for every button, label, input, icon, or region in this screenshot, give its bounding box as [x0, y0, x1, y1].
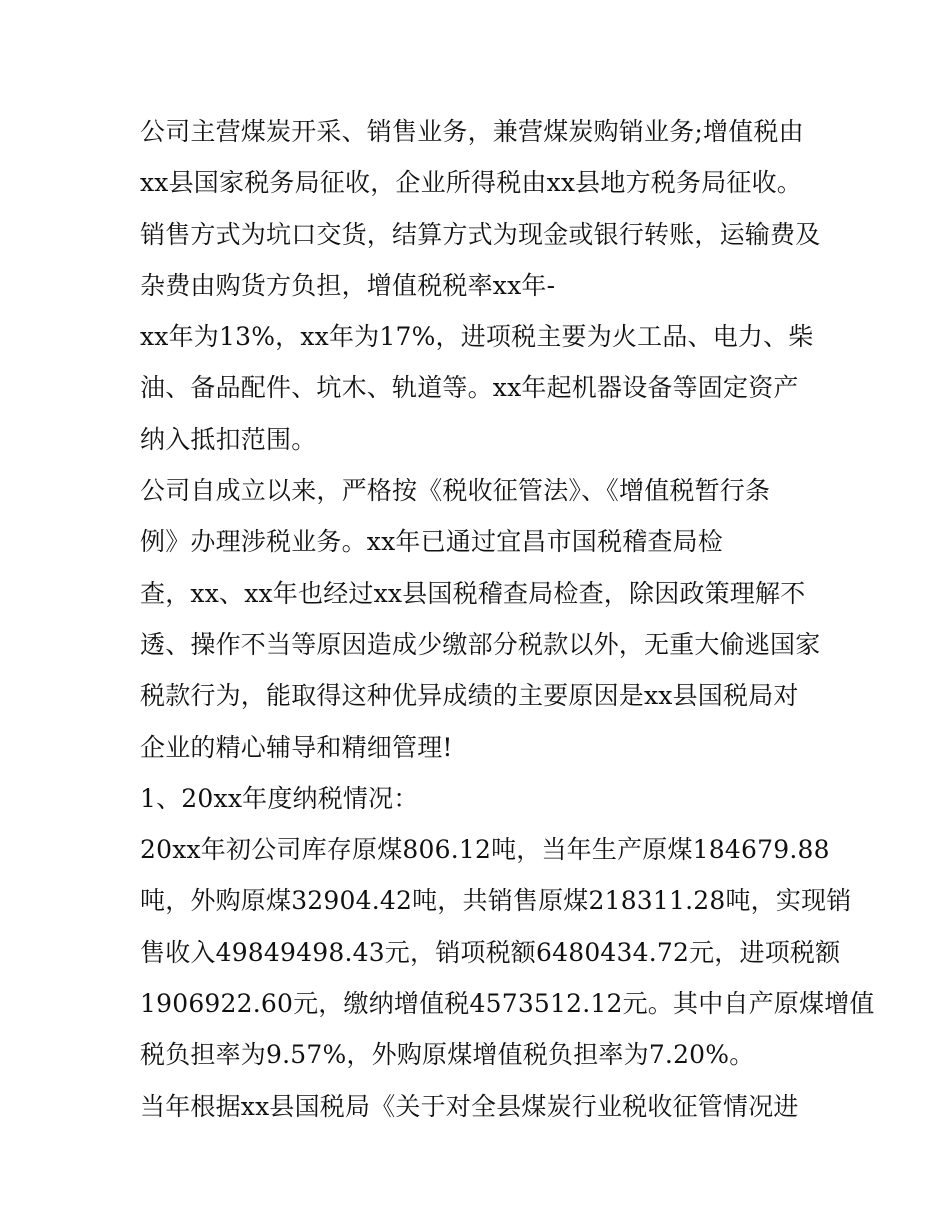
- text-line: 查，xx、xx年也经过xx县国税稽查局检查，除因政策理解不: [140, 578, 806, 608]
- text-line: 1906922.60元，缴纳增值税4573512.12元。其中自产原煤增值: [140, 989, 875, 1019]
- section-heading: 1、20xx年度纳税情况：: [140, 783, 419, 813]
- text-line: 税负担率为9.57%，外购原煤增值税负担率为7.20%。: [140, 1040, 755, 1070]
- text-line: 油、备品配件、坑木、轨道等。xx年起机器设备等固定资产: [140, 373, 799, 403]
- document-body: [140, 106, 875, 1132]
- text-line: 吨，外购原煤32904.42吨，共销售原煤218311.28吨，实现销: [140, 886, 852, 916]
- text-line: 公司自成立以来，严格按《税收征管法》、《增值税暂行条: [140, 476, 771, 506]
- text-line: 20xx年初公司库存原煤806.12吨，当年生产原煤184679.88: [140, 835, 830, 865]
- text-line: xx县国家税务局征收，企业所得税由xx县地方税务局征收。: [140, 168, 802, 198]
- text-line: 纳入抵扣范围。: [140, 424, 317, 454]
- text-line: 公司主营煤炭开采、销售业务，兼营煤炭购销业务;增值税由: [140, 117, 804, 146]
- text-line: xx年为13%，xx年为17%，进项税主要为火工品、电力、柴: [140, 322, 814, 352]
- text-line: 杂费由购货方负担，增值税税率xx年-: [140, 270, 556, 300]
- text-line: 税款行为，能取得这种优异成绩的主要原因是xx县国税局对: [140, 681, 799, 711]
- text-line: 例》办理涉税业务。xx年已通过宜昌市国税稽查局检: [140, 527, 724, 557]
- text-line: 企业的精心辅导和精细管理!: [140, 732, 453, 762]
- text-line: 当年根据xx县国税局《关于对全县煤炭行业税收征管情况进: [140, 1091, 799, 1121]
- text-line: 售收入49849498.43元，销项税额6480434.72元，进项税额: [140, 937, 841, 967]
- text-line: 透、操作不当等原因造成少缴部分税款以外，无重大偷逃国家: [140, 629, 821, 659]
- text-line: 销售方式为坑口交货，结算方式为现金或银行转账，运输费及: [140, 219, 821, 249]
